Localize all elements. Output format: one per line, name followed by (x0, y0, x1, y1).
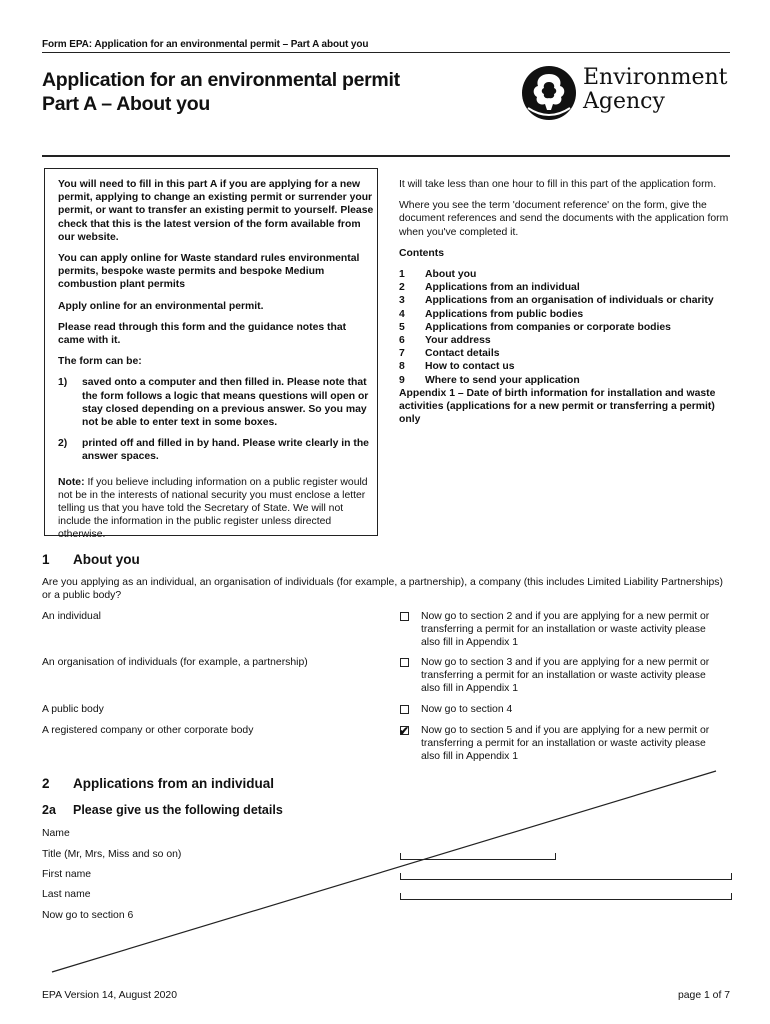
contents-number: 4 (399, 308, 405, 320)
time-paragraph: It will take less than one hour to fill in this part of the application form. (399, 179, 717, 190)
footer-version: EPA Version 14, August 2020 (42, 990, 177, 1001)
logo-line-1: Environment (583, 65, 728, 90)
note-label: Note: (58, 476, 85, 488)
intro-paragraph-1: You will need to fill in this part A if you are applying for a new permit, applying to change an existing permit or surrender your permit, or want to transfer an existing permit to yourself. Please check that this is the latest version of the form available from our website. (58, 179, 374, 243)
section-2a-number: 2a (42, 803, 56, 817)
section-2-number: 2 (42, 776, 50, 791)
option-label-individual: An individual (42, 611, 101, 622)
first-name-label: First name (42, 869, 92, 880)
contents-text: Applications from an organisation of individuals or charity (425, 295, 714, 307)
section-2-title: Applications from an individual (73, 776, 275, 791)
contents-appendix[interactable]: Appendix 1 – Date of birth information for installation and waste activities (applications for a new permit or transferring a permit) only (399, 387, 716, 426)
running-header: Form EPA: Application for an environmental permit – Part A about you (42, 39, 369, 50)
option-note-organisation: Now go to section 3 and if you are applying for a new permit or transferring a permit for an installation or waste activity please also fill in Appendix 1 (421, 657, 710, 694)
contents-text: Applications from an individual (425, 282, 580, 294)
check-mark-icon: ✔ (399, 724, 410, 738)
contents-text: How to contact us (425, 361, 515, 373)
intro-paragraph-4: Please read through this form and the guidance notes that came with it. (58, 321, 347, 347)
option-note-public-body: Now go to section 4 (421, 704, 513, 715)
contents-number: 8 (399, 361, 405, 373)
note-text: If you believe including information on a public register would not be in the interests of national security you must enclose a letter telling us that you have told the Secretary of State. We will not include the information in the public register unless directed otherwise. (58, 476, 368, 541)
option-label-organisation: An organisation of individuals (for example, a partnership) (42, 657, 308, 668)
contents-number: 6 (399, 335, 405, 347)
list-item-number: 2) (58, 438, 68, 450)
contents-text: Applications from public bodies (425, 308, 584, 320)
contents-text: Your address (425, 335, 491, 347)
section-1-number: 1 (42, 552, 50, 567)
title-line-2: Part A – About you (42, 93, 210, 115)
option-note-individual: Now go to section 2 and if you are applying for a new permit or transferring a permit for an installation or waste activity please also fill in Appendix 1 (421, 611, 710, 648)
contents-number: 9 (399, 374, 405, 386)
goto-section-6: Now go to section 6 (42, 910, 134, 921)
contents-text: Applications from companies or corporate bodies (425, 321, 671, 333)
contents-number: 2 (399, 282, 405, 294)
name-label: Name (42, 828, 70, 839)
list-item-text: printed off and filled in by hand. Please write clearly in the answer spaces. (82, 438, 369, 463)
section-1-title: About you (73, 552, 140, 567)
contents-number: 7 (399, 348, 405, 360)
contents-text: Contact details (425, 348, 500, 360)
contents-text: Where to send your application (425, 374, 580, 386)
contents-number: 3 (399, 295, 405, 307)
intro-paragraph-5: The form can be: (58, 356, 142, 368)
list-item-number: 1) (58, 377, 68, 389)
footer-page-number: page 1 of 7 (678, 990, 730, 1001)
option-note-company: Now go to section 5 and if you are applying for a new permit or transferring a permit for an installation or waste activity please also fill in Appendix 1 (421, 725, 710, 762)
contents-text: About you (425, 269, 477, 281)
last-name-label: Last name (42, 889, 91, 900)
apply-online-link[interactable]: Apply online for an environmental permit. (58, 300, 264, 312)
option-label-company: A registered company or other corporate body (42, 725, 254, 736)
intro-paragraph-2: You can apply online for Waste standard rules environmental permits, bespoke waste permits and bespoke Medium combustion plant permits (58, 253, 360, 291)
option-label-public-body: A public body (42, 704, 104, 715)
document-reference-paragraph: Where you see the term 'document reference' on the form, give the document references and send the documents with the application form when you've completed it. (399, 200, 729, 238)
section-2a-title: Please give us the following details (73, 803, 283, 817)
logo-line-2: Agency (583, 89, 665, 114)
list-item-text: saved onto a computer and then filled in. Please note that the form follows a logic that means questions will open or stay closed depending on a previous answer. So you may not be able to enter text in some boxes. (82, 377, 369, 429)
title-line-1: Application for an environmental permit (42, 69, 400, 91)
contents-number: 1 (399, 269, 405, 281)
contents-number: 5 (399, 321, 405, 333)
title-label: Title (Mr, Mrs, Miss and so on) (42, 849, 182, 860)
section-1-question: Are you applying as an individual, an organisation of individuals (for example, a partnership), a company (this includes Limited Liability Partnerships) or a public body? (42, 577, 723, 601)
contents-heading: Contents (399, 247, 445, 259)
